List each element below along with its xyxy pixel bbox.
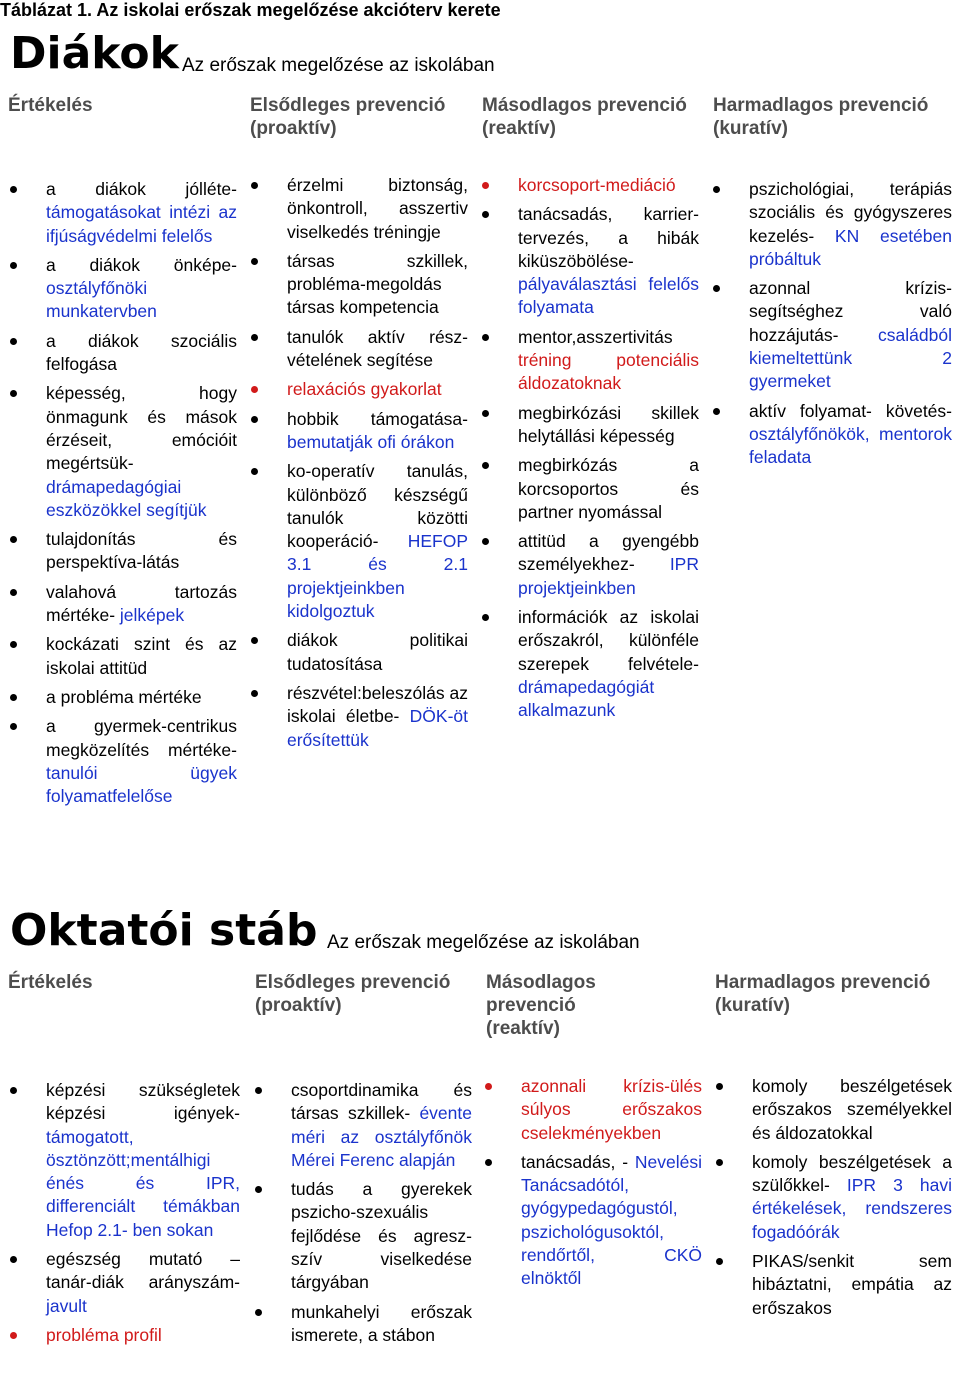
list-item [287,682,468,752]
list-item [46,1079,240,1242]
list-item-text: korcsoport-mediáció [518,175,676,195]
bullet-icon [482,402,489,409]
bullet-icon [485,1075,492,1082]
bullet-icon [482,203,489,210]
bullet-icon [485,1151,492,1158]
bullet-icon [482,326,489,333]
list-item-text: pályaválasztási felelős folyamata [518,274,699,318]
list-item-text: a diákok szociális felfogása [46,330,237,375]
bullet-icon [10,715,17,722]
bullet-list [521,1075,702,1291]
list-item-text: a diákok önképe- [46,254,237,275]
list-item [287,250,468,320]
staff-header-secondary-prevention: Másodlagos prevenció (reaktív) [486,972,596,1039]
list-item [521,1075,702,1145]
bullet-icon [10,633,17,640]
students-secondary-list [518,174,699,729]
bullet-icon [10,686,17,693]
staff-header-evaluation: Értékelés [8,972,93,993]
list-item-text: tréning potenciális áldozatoknak [518,350,699,394]
list-item [291,1178,472,1294]
list-item-text: relaxációs gyakorlat [287,379,442,400]
bullet-icon [10,581,17,588]
list-item [518,530,699,600]
staff-tertiary-list [752,1075,952,1326]
list-item [749,400,952,470]
bullet-icon [10,1248,17,1255]
list-item-text: tanulói ügyek folyamatfelelőse [46,762,237,807]
bullet-list [291,1079,472,1347]
list-item-text: információk az iskolai erőszakról, különféle szerepek felvétele- [518,607,699,674]
header-tertiary-prevention: Harmadlagos prevenció (kuratív) [713,95,929,139]
bullet-list [749,178,952,470]
list-item-text: tulajdonítás és perspektíva-látás [46,529,237,573]
list-item [46,715,237,808]
list-item-text: képesség, hogy önmagunk és mások érzéseit, emócióit megértsük- [46,383,237,474]
bullet-icon [251,629,258,636]
list-item-text: komoly beszélgetések a szülőkkel- [752,1151,952,1196]
list-item-text: jelképek [119,605,185,626]
bullet-icon [482,454,489,461]
bullet-list [46,178,237,808]
list-item [287,460,468,623]
bullet-icon [10,382,17,389]
bullet-icon [716,1151,723,1158]
bullet-icon [251,174,258,181]
header-secondary-prevention: Másodlagos prevenció (reaktív) [482,95,687,139]
list-item [291,1301,472,1348]
list-item-text: Nevelési Tanácsadótól, gyógypedagógustól, pszichológusoktól, rendőrtől, CKÖ elnöktől [521,1151,702,1289]
list-item [518,326,699,396]
list-item-text: osztályfőnökök, mentorok feladata [749,423,952,468]
list-item [749,277,952,393]
list-item [46,633,237,680]
bullet-icon [713,400,720,407]
students-evaluation-list [46,178,237,814]
list-item-text: diákok politikai tudatosítása [287,630,468,674]
list-item-text: a diákok jólléte- [46,179,237,199]
list-item-text: PIKAS/senkit sem hibáztatni, empátia az erőszakos [752,1251,952,1318]
list-item-text: pszichológiai, terápiás szociális és gyógyszeres kezelés- [749,179,952,246]
bullet-icon [255,1079,262,1086]
bullet-icon [482,606,489,613]
list-item-text: családból kiemeltettünk 2 gyermeket [749,324,952,392]
list-item [46,1248,240,1318]
list-item [287,326,468,373]
list-item [752,1075,952,1145]
list-item-text: támogatásokat intézi az ifjúságvédelmi felelős [46,202,237,246]
bullet-icon [255,1178,262,1185]
students-primary-list [287,174,468,758]
list-item [518,606,699,722]
list-item-text: probléma profil [46,1324,162,1345]
list-item-text: tudás a gyerekek pszicho-szexuális fejlődése és agresz- szív viselkedése tárgyában [291,1179,472,1293]
list-item [287,378,468,401]
list-item-text: azonnali krízis-ülés súlyos erőszakos cselekményekben [521,1076,702,1143]
list-item-text: drámapedagógiai eszközökkel segítjük [46,476,207,520]
list-item-text: attitüd a gyengébb személyekhez- [518,531,699,575]
header-evaluation: Értékelés [8,95,93,116]
list-item-text: javult [46,1295,87,1316]
list-item [518,174,699,197]
header-primary-prevention: Elsődleges prevenció (proaktív) [250,95,446,139]
list-item [46,330,237,377]
list-item-text: azonnal krízis- segítséghez való hozzájutás- [749,278,952,345]
list-item-text: hobbik támogatása- [287,408,468,429]
list-item-text: DÖK-öt erősítettük [287,706,468,750]
list-item-text: társas szkillek, probléma-megoldás társas kompetencia [287,250,468,318]
list-item [46,1324,240,1347]
bullet-icon [10,178,17,185]
bullet-icon [251,682,258,689]
list-item [46,581,237,628]
bullet-icon [10,254,17,261]
bullet-icon [251,408,258,415]
bullet-icon [713,178,720,185]
staff-primary-list [291,1079,472,1353]
table-caption: Táblázat 1. Az iskolai erőszak megelőzése akcióterv kerete [0,0,501,20]
list-item [291,1079,472,1172]
list-item [518,454,699,524]
list-item [46,254,237,324]
staff-header-tertiary-prevention: Harmadlagos prevenció (kuratív) [715,972,931,1016]
list-item-text: egészség mutató – tanár-diák arányszám- [46,1249,240,1293]
list-item [46,686,237,709]
list-item [46,382,237,522]
list-item-text: komoly beszélgetések erőszakos személyekkel és áldozatokkal [752,1076,952,1143]
bullet-list [518,174,699,723]
bullet-icon [482,530,489,537]
list-item-text: tanácsadás, - [521,1151,635,1172]
bullet-list [46,1079,240,1347]
list-item-text: részvétel:beleszólás az iskolai életbe- [287,682,468,727]
list-item-text: csoportdinamika és társas szkillek- [291,1080,472,1124]
list-item-text: kockázati szint és az iskolai attitüd [46,634,237,678]
list-item [521,1151,702,1291]
section-title-students: Diákok [10,28,179,79]
list-item-text: valahová tartozás mértéke- [46,581,237,626]
list-item-text: HEFOP 3.1 és 2.1 projektjeinkben kidolgoztuk [287,531,468,622]
bullet-icon [251,250,258,257]
staff-secondary-list [521,1075,702,1297]
list-item-text: IPR 3 havi értékelések, rendszeres fogadóórák [752,1175,953,1242]
staff-header-primary-prevention: Elsődleges prevenció (proaktív) [255,972,451,1016]
bullet-icon [251,378,258,385]
list-item [752,1250,952,1320]
staff-evaluation-list [46,1079,240,1353]
list-item-text: a probléma mértéke [46,686,202,707]
list-item-text: munkahelyi erőszak ismerete, a stábon [291,1301,472,1345]
list-item-text: KN esetében próbáltuk [749,225,952,269]
bullet-list [287,174,468,752]
list-item-text: megbirkózás a korcsoportos és partner nyomással [518,455,699,522]
list-item-text: tanulók aktív rész- vételének segítése [287,326,468,371]
bullet-icon [482,174,489,181]
list-item-text: aktív folyamat- követés- [749,400,952,421]
list-item-text: mentor,asszertivitás [518,326,673,347]
bullet-icon [10,528,17,535]
bullet-list [752,1075,952,1320]
list-item-text: bemutatják ofi órákon [287,431,455,452]
section-subtitle-students: Az erőszak megelőzése az iskolában [182,55,495,76]
list-item [46,178,237,248]
list-item [518,402,699,449]
list-item-text: támogatott, ösztönzött;mentálhigi énés és IPR, differenciált témákban Hefop 2.1- ben sokan [46,1126,240,1240]
section-subtitle-staff: Az erőszak megelőzése az iskolában [327,932,640,953]
list-item-text: érzelmi biztonság, önkontroll, asszertiv viselkedés tréningje [287,175,468,242]
list-item [287,174,468,244]
list-item-text: a gyermek-centrikus megközelítés mértéke- [46,716,237,760]
list-item-text: képzési szükségletek képzési igények- [46,1080,240,1124]
bullet-icon [251,460,258,467]
list-item-text: évente méri az osztályfőnök Mérei Ferenc alapján [291,1103,472,1170]
list-item-text: drámapedagógiát alkalmazunk [518,676,655,721]
list-item [287,408,468,455]
list-item-text: osztályfőnöki munkatervben [46,278,157,322]
students-tertiary-list [749,178,952,476]
bullet-icon [716,1075,723,1082]
section-title-staff: Oktatói stáb [10,905,318,956]
bullet-icon [10,1324,17,1331]
list-item-text: megbirkózási skillek helytállási képesség [518,402,699,446]
list-item-text: ko-operatív tanulás, különböző készségű tanulók közötti kooperáció- [287,461,468,552]
list-item [749,178,952,271]
list-item [287,629,468,676]
list-item [752,1151,952,1244]
list-item [518,203,699,319]
bullet-icon [713,277,720,284]
bullet-icon [716,1250,723,1257]
list-item-text: IPR projektjeinkben [518,554,699,598]
bullet-icon [10,330,17,337]
bullet-icon [255,1301,262,1308]
bullet-icon [10,1079,17,1086]
list-item-text: tanácsadás, karrier- tervezés, a hibák kiküszöbölése- [518,204,699,271]
list-item [46,528,237,575]
bullet-icon [251,326,258,333]
